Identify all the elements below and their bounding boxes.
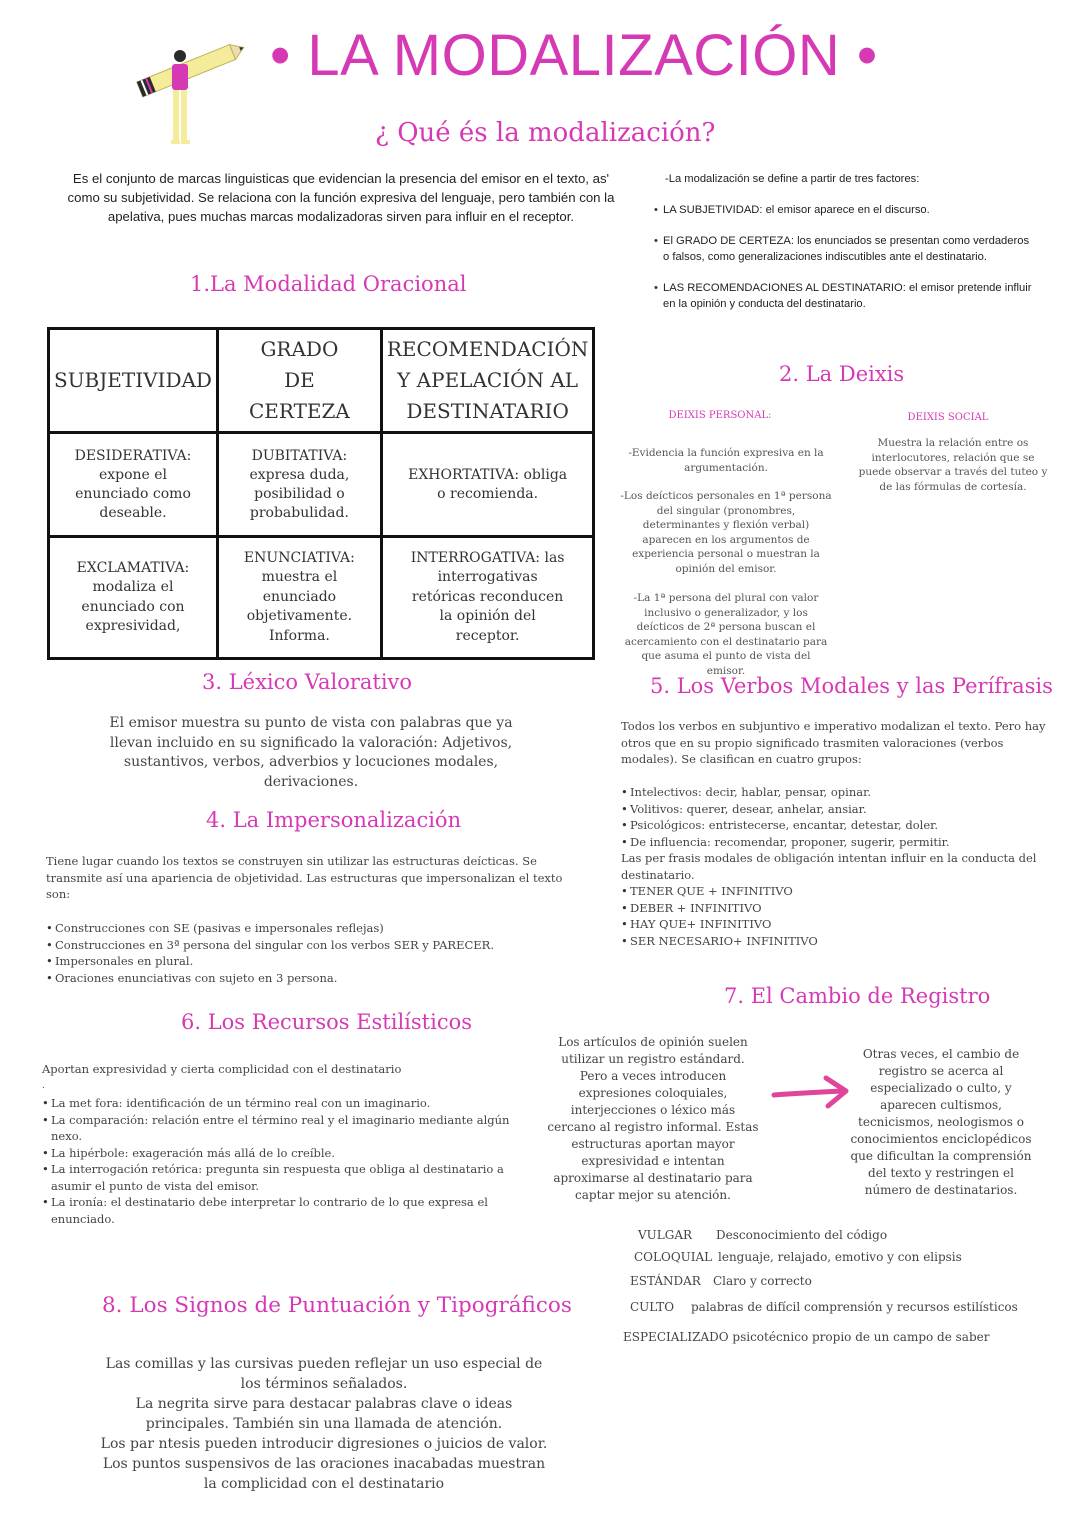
- deixis-personal-text: [620, 446, 832, 678]
- deixis-personal-label: DEIXIS PERSONAL:: [668, 410, 772, 421]
- factors-lead: -La modalización se define a partir de tres factores:: [665, 173, 920, 185]
- periphrasis-text: Las per frasis modales de obligación intentan influir en la conducta del destinatario.: [621, 851, 1037, 882]
- section-5-body: [621, 784, 1051, 949]
- register-desc: Desconocimiento del código: [716, 1228, 888, 1242]
- list-item: • De influencia: recomendar, proponer, sugerir, permitir.: [621, 834, 1051, 851]
- section-8-text: [96, 1354, 552, 1494]
- modality-table: [47, 327, 595, 660]
- section-1-heading: 1.La Modalidad Oracional: [190, 272, 467, 296]
- section-8-line: La negrita sirve para destacar palabras clave o ideas principales. También sin una llamada de atención.: [135, 1396, 513, 1432]
- register-name: VULGAR: [638, 1228, 693, 1242]
- list-item: • La comparación: relación entre el término real y el imaginario mediante algún nexo.: [42, 1112, 512, 1145]
- table-cell: EXCLAMATIVA: modaliza el enunciado con expresividad,: [49, 537, 218, 659]
- table-cell: EXHORTATIVA: obliga o recomienda.: [381, 433, 594, 537]
- deixis-social-text: Muestra la relación entre os interlocutores, relación que se puede observar a través del tuteo y de las fórmulas de cortesía.: [858, 437, 1048, 493]
- register-desc: lenguaje, relajado, emotivo y con elipsis: [718, 1250, 962, 1264]
- register-row: [634, 1250, 962, 1264]
- list-item: • DEBER + INFINITIVO: [621, 900, 1051, 917]
- list-item: • Impersonales en plural.: [46, 953, 566, 970]
- section-4-text: Tiene lugar cuando los textos se construyen sin utilizar las estructuras deícticas. Se transmite así una apariencia de objetividad. Las estructuras que impersonalizan el texto son:: [46, 854, 563, 901]
- factor-item: • LAS RECOMENDACIONES AL DESTINATARIO: el emisor pretende influir en la opinión y conducta del destinatario.: [654, 280, 1034, 312]
- section-7-heading: 7. El Cambio de Registro: [724, 984, 991, 1008]
- section-4-heading: 4. La Impersonalización: [206, 808, 462, 832]
- list-item: • Oraciones enunciativas con sujeto en 3 persona.: [46, 970, 566, 987]
- section-8-line: Los puntos suspensivos de las oraciones inacabadas muestran la complicidad con el destinatario: [102, 1456, 546, 1492]
- register-name: CULTO: [630, 1300, 675, 1314]
- factor-item: • LA SUBJETIVIDAD: el emisor aparece en el discurso.: [654, 202, 1034, 218]
- section-7-left-text: Los artículos de opinión suelen utilizar un registro estándard. Pero a veces introducen expresiones coloquiales, interjecciones o léxico más cercano al registro informal. Estas estructuras aportan mayor expresividad e intentan aproximarse al destinatario para captar mejor su atención.: [547, 1035, 759, 1202]
- register-row: [630, 1274, 812, 1288]
- register-desc: Claro y correcto: [713, 1274, 812, 1288]
- list-item: • La met fora: identificación de un término real con un imaginario.: [42, 1095, 512, 1112]
- list-item: • La hipérbole: exageración más allá de lo creíble.: [42, 1145, 512, 1162]
- section-6-heading: 6. Los Recursos Estilísticos: [181, 1010, 472, 1034]
- deixis-paragraph: -Los deícticos personales en 1ª persona del singular (pronombres, determinantes y flexión verbal) aparecen en los argumentos de experiencia personal o muestran la opinión del emisor.: [620, 490, 832, 575]
- right-arrow-icon: [770, 1073, 852, 1113]
- list-item: • Construcciones en 3ª persona del singular con los verbos SER y PARECER.: [46, 937, 566, 954]
- table-header: GRADO DE CERTEZA: [217, 329, 381, 433]
- register-name: ESTÁNDAR: [630, 1274, 701, 1288]
- table-cell: DESIDERATIVA: expone el enunciado como deseable.: [49, 433, 218, 537]
- table-cell: ENUNCIATIVA: muestra el enunciado objetivamente. Informa.: [217, 537, 381, 659]
- list-item: • La interrogación retórica: pregunta sin respuesta que obliga al destinatario a asumir el punto de vista del emisor.: [42, 1161, 512, 1194]
- table-header: SUBJETIVIDAD: [49, 329, 218, 433]
- section-8-line: Las comillas y las cursivas pueden reflejar un uso especial de los términos señalados.: [105, 1356, 543, 1392]
- section-5-heading: 5. Los Verbos Modales y las Perífrasis: [650, 674, 1053, 698]
- table-header: RECOMENDACIÓN Y APELACIÓN AL DESTINATARIO: [381, 329, 594, 433]
- deixis-social-label: DEIXIS SOCIAL: [907, 412, 989, 423]
- register-desc: palabras de difícil comprensión y recursos estilísticos: [691, 1300, 1018, 1314]
- list-item: • Intelectivos: decir, hablar, pensar, opinar.: [621, 784, 1051, 801]
- list-item: • SER NECESARIO+ INFINITIVO: [621, 933, 1051, 950]
- section-6-dot: .: [42, 1081, 45, 1091]
- section-3-text: El emisor muestra su punto de vista con palabras que ya llevan incluido en su significado la valoración: Adjetivos, sustantivos, verbos, adverbios y locuciones modales, derivaciones.: [109, 715, 513, 790]
- page-title: • LA MODALIZACIÓN •: [270, 23, 878, 88]
- page-subtitle: ¿ Qué és la modalización?: [375, 118, 716, 148]
- list-item: • La ironía: el destinatario debe interpretar lo contrario de lo que expresa el enunciado.: [42, 1194, 512, 1227]
- register-row: [623, 1330, 989, 1344]
- register-name: ESPECIALIZADO: [623, 1330, 729, 1344]
- list-item: • Volitivos: querer, desear, anhelar, ansiar.: [621, 801, 1051, 818]
- list-item: • Construcciones con SE (pasivas e impersonales reflejas): [46, 920, 566, 937]
- section-3-heading: 3. Léxico Valorativo: [202, 670, 413, 694]
- section-6-list: [42, 1095, 512, 1227]
- deixis-paragraph: -La 1ª persona del plural con valor inclusivo o generalizador, y los deícticos de 2ª persona buscan el acercamiento con el destinatario para que asuma el punto de vista del emisor.: [624, 592, 828, 677]
- person-holding-pencil-icon: [128, 30, 248, 155]
- section-6-text: Aportan expresividad y cierta complicidad con el destinatario: [42, 1062, 402, 1076]
- table-cell: DUBITATIVA: expresa duda, posibilidad o probabulidad.: [217, 433, 381, 537]
- section-8-heading: 8. Los Signos de Puntuación y Tipográficos: [102, 1293, 572, 1318]
- section-5-text: Todos los verbos en subjuntivo e imperativo modalizan el texto. Pero hay otros que en su propio significado trasmiten valoraciones (verbos modales). Se clasifican en cuatro grupos:: [621, 719, 1046, 766]
- list-item: • TENER QUE + INFINITIVO: [621, 883, 1051, 900]
- intro-paragraph: Es el conjunto de marcas linguisticas que evidencian la presencia del emisor en el texto, as' como su subjetividad. Se relaciona con la función expresiva del lenguaje, pero también con la apelativa, pues muchas marcas modalizadoras sirven para influir en el receptor.: [67, 171, 615, 224]
- register-name: COLOQUIAL: [634, 1250, 713, 1264]
- section-2-heading: 2. La Deixis: [779, 362, 905, 386]
- section-7-right-text: Otras veces, el cambio de registro se acerca al especializado o culto, y aparecen cultismos, tecnicismos, neologismos o conocimientos enciclopédicos que dificultan la comprensión del texto y restringen el número de destinatarios.: [850, 1047, 1032, 1197]
- table-cell: INTERROGATIVA: las interrogativas retóricas reconducen la opinión del receptor.: [381, 537, 594, 659]
- factors-block: [654, 171, 1034, 312]
- section-8-line: Los par ntesis pueden introducir digresiones o juicios de valor.: [100, 1436, 548, 1452]
- section-4-list: [46, 920, 566, 986]
- register-row: [630, 1300, 1018, 1314]
- register-row: [638, 1228, 888, 1242]
- factor-item: • El GRADO DE CERTEZA: los enunciados se presentan como verdaderos o falsos, como generalizaciones indiscutibles ante el destinatario.: [654, 233, 1034, 265]
- list-item: • Psicológicos: entristecerse, encantar, detestar, doler.: [621, 817, 1051, 834]
- list-item: • HAY QUE+ INFINITIVO: [621, 916, 1051, 933]
- deixis-paragraph: -Evidencia la función expresiva en la argumentación.: [628, 447, 824, 474]
- register-desc: psicotécnico propio de un campo de saber: [732, 1330, 990, 1344]
